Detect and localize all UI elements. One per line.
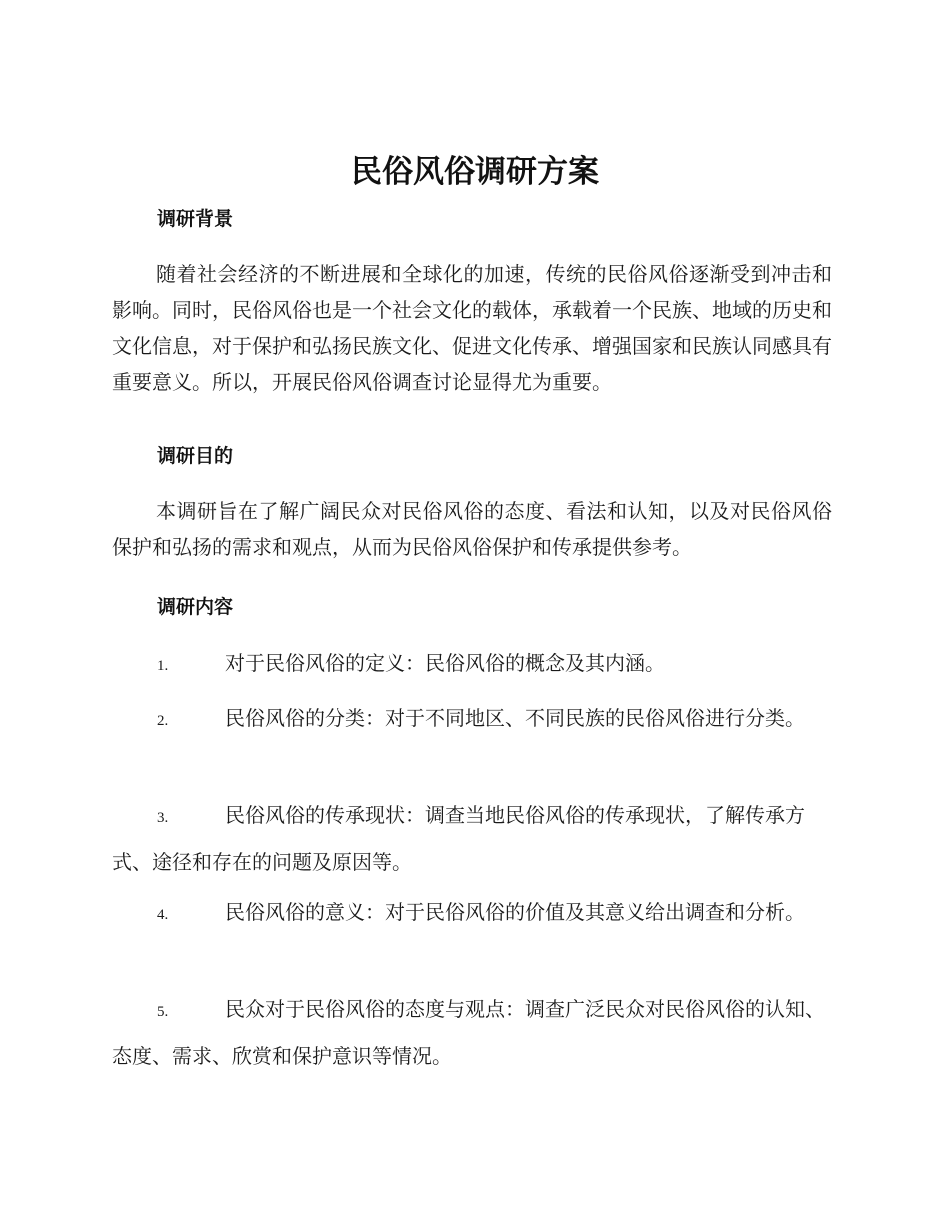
purpose-paragraph: 本调研旨在了解广阔民众对民俗风俗的态度、看法和认知，以及对民俗风俗保护和弘扬的需求和观点，从而为民俗风俗保护和传承提供参考。	[112, 499, 832, 559]
list-item-number: 5.	[157, 1004, 169, 1020]
list-item	[112, 696, 832, 743]
background-paragraph: 随着社会经济的不断进展和全球化的加速，传统的民俗风俗逐渐受到冲击和影响。同时，民俗风俗也是一个社会文化的载体，承载着一个民族、地域的历史和文化信息，对于保护和弘扬民族文化、促进文化传承、增强国家和民族认同感具有重要意义。所以，开展民俗风俗调查讨论显得尤为重要。	[112, 262, 832, 394]
list-item	[112, 793, 832, 884]
list-item-text: 对于民俗风俗的定义：民俗风俗的概念及其内涵。	[225, 651, 665, 675]
section-heading-purpose: 调研目的	[157, 445, 234, 467]
list-item	[112, 641, 832, 688]
page-title: 民俗风俗调研方案	[351, 154, 599, 190]
list-item-text: 民众对于民俗风俗的态度与观点：调查广泛民众对民俗风俗的认知、态度、需求、欣赏和保护意识等情况。	[112, 997, 825, 1068]
list-item-text: 民俗风俗的意义：对于民俗风俗的价值及其意义给出调查和分析。	[225, 900, 805, 924]
list-item	[112, 890, 832, 937]
list-item-text: 民俗风俗的分类：对于不同地区、不同民族的民俗风俗进行分类。	[225, 706, 805, 730]
section-heading-background: 调研背景	[157, 208, 234, 230]
list-item-number: 3.	[157, 810, 169, 826]
list-item	[112, 987, 832, 1078]
section-heading-content: 调研内容	[157, 596, 234, 618]
list-item-number: 2.	[157, 713, 169, 729]
list-item-text: 民俗风俗的传承现状：调查当地民俗风俗的传承现状，了解传承方式、途径和存在的问题及原因等。	[112, 803, 805, 874]
list-item-number: 1.	[157, 658, 169, 674]
list-item-number: 4.	[157, 907, 169, 923]
